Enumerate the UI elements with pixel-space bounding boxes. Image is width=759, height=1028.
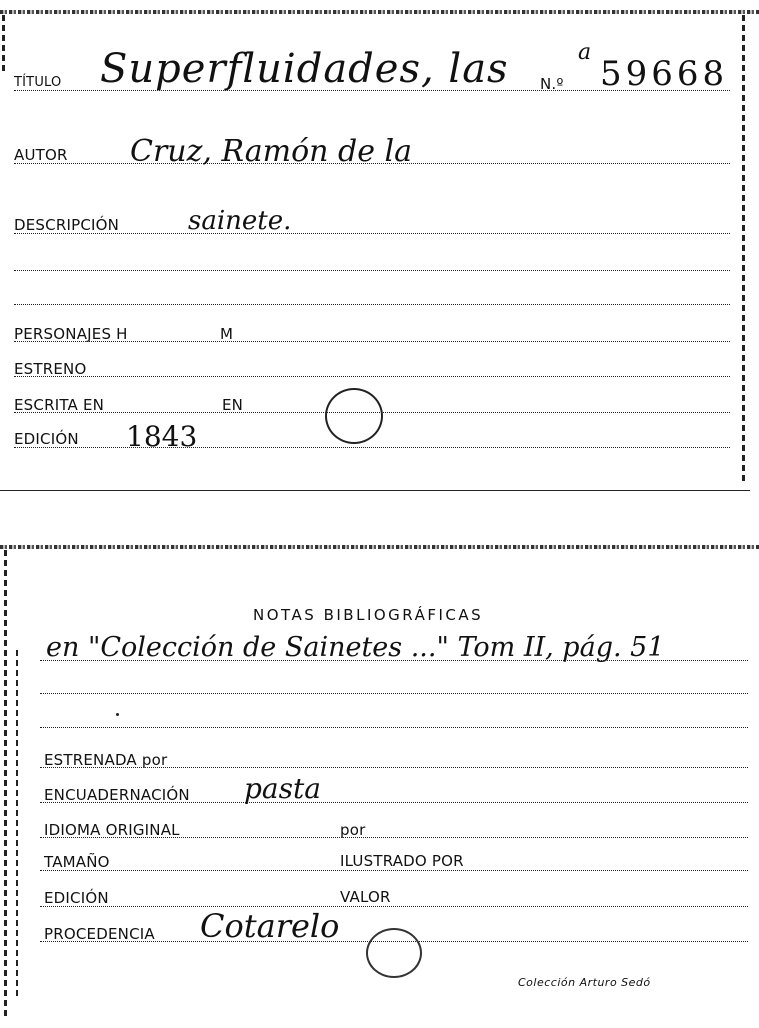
valor-label: VALOR bbox=[340, 888, 391, 906]
catalog-card-bottom bbox=[0, 540, 759, 1028]
tamano-rule bbox=[40, 870, 748, 871]
estrenada-rule bbox=[40, 767, 748, 768]
estrenada-label: ESTRENADA por bbox=[44, 751, 168, 769]
note-rule-2 bbox=[40, 693, 748, 694]
note-rule-1 bbox=[40, 660, 748, 661]
descripcion-label: DESCRIPCIÓN bbox=[14, 216, 120, 234]
card-top-edge bbox=[0, 10, 759, 14]
card-left-margin-marks bbox=[16, 650, 18, 1000]
catalog-card-top bbox=[0, 0, 759, 495]
descripcion-rule bbox=[14, 233, 730, 234]
card-left-edge bbox=[4, 550, 7, 1020]
collection-footer: Colección Arturo Sedó bbox=[518, 976, 651, 989]
numero-superscript: a bbox=[578, 40, 592, 65]
punch-hole-circle bbox=[325, 388, 383, 444]
note-rule-3 bbox=[40, 727, 748, 728]
edicion-bottom-label: EDICIÓN bbox=[44, 889, 109, 907]
descripcion-handwritten: sainete. bbox=[188, 206, 292, 236]
punch-hole-circle bbox=[366, 928, 422, 978]
idioma-por-label: por bbox=[340, 821, 366, 839]
procedencia-label: PROCEDENCIA bbox=[44, 925, 155, 943]
descripcion-rule-3 bbox=[14, 304, 730, 305]
edicion-label: EDICIÓN bbox=[14, 430, 79, 448]
autor-label: AUTOR bbox=[14, 146, 68, 164]
autor-handwritten: Cruz, Ramón de la bbox=[130, 134, 412, 169]
idioma-label: IDIOMA ORIGINAL bbox=[44, 821, 180, 839]
note-handwritten: en "Colección de Sainetes ..." Tom II, pág. 51 bbox=[46, 632, 665, 663]
en-label: EN bbox=[222, 396, 244, 414]
card-bottom-edge bbox=[0, 490, 750, 491]
estreno-rule bbox=[14, 376, 730, 377]
edicion-rule bbox=[14, 447, 730, 448]
card-left-edge bbox=[2, 15, 5, 75]
notas-heading: NOTAS BIBLIOGRÁFICAS bbox=[253, 606, 484, 624]
escrita-en-label: ESCRITA EN bbox=[14, 396, 105, 414]
titulo-handwritten: Superfluidades, las bbox=[100, 46, 509, 92]
encuadernacion-handwritten: pasta bbox=[244, 772, 321, 805]
numero-label: N.º bbox=[540, 75, 564, 93]
procedencia-handwritten: Cotarelo bbox=[200, 907, 340, 945]
personajes-h-label: PERSONAJES H bbox=[14, 325, 128, 343]
edicion-bottom-rule bbox=[40, 906, 748, 907]
tamano-label: TAMAÑO bbox=[44, 853, 110, 871]
descripcion-rule-2 bbox=[14, 270, 730, 271]
ink-dot bbox=[116, 713, 119, 716]
ilustrado-label: ILUSTRADO POR bbox=[340, 852, 464, 870]
card-right-edge bbox=[742, 15, 745, 485]
personajes-rule bbox=[14, 341, 730, 342]
idioma-rule bbox=[40, 837, 748, 838]
personajes-m-label: M bbox=[220, 325, 234, 343]
numero-value: 59668 bbox=[600, 54, 729, 94]
titulo-label: TÍTULO bbox=[14, 75, 62, 90]
edicion-handwritten: 1843 bbox=[126, 420, 198, 453]
encuadernacion-label: ENCUADERNACIÓN bbox=[44, 786, 190, 804]
estreno-label: ESTRENO bbox=[14, 360, 87, 378]
card-top-edge bbox=[0, 545, 759, 549]
encuadernacion-rule bbox=[40, 802, 748, 803]
